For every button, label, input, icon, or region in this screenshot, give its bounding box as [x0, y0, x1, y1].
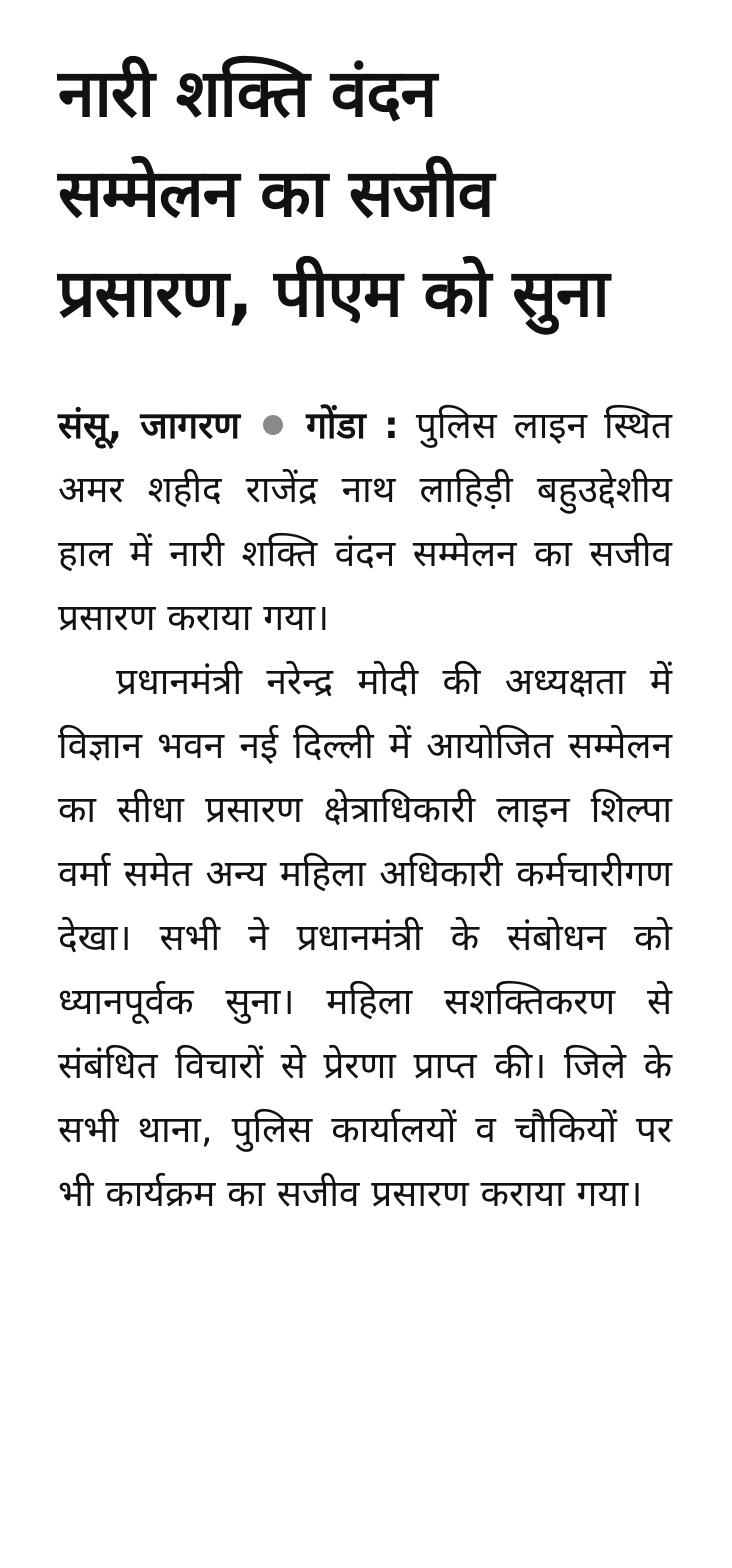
dateline-agency: संसू, जागरण: [58, 404, 240, 447]
headline-line: प्रसारण, पीएम को सुना: [58, 255, 609, 332]
headline: [58, 44, 672, 344]
bullet-dot-icon: [263, 415, 283, 435]
headline-line: नारी शक्ति वंदन: [58, 55, 437, 132]
story-paragraph-1: [58, 394, 672, 650]
headline-line: सम्मेलन का सजीव: [58, 155, 494, 232]
dateline-place: गोंडा :: [306, 404, 399, 447]
story-paragraph-2: प्रधानमंत्री नरेन्द्र मोदी की अध्यक्षता में विज्ञान भवन नई दिल्ली में आयोजित सम्मेलन का सीधा प्रसारण क्षेत्राधिकारी लाइन शिल्पा वर्मा समेत अन्य महिला अधिकारी कर्मचारीगण देखा। सभी ने प्रधानमंत्री के संबोधन को ध्यानपूर्वक सुना। महिला सशक्तिकरण से संबंधित विचारों से प्रेरणा प्राप्त की। जिले के सभी थाना, पुलिस कार्यालयों व चौकियों पर भी कार्यक्रम का सजीव प्रसारण कराया गया।: [58, 660, 672, 1215]
paragraph-text: पुलिस लाइन स्थित अमर शहीद राजेंद्र नाथ लाहिड़ी बहुउद्देशीय हाल में नारी शक्ति वंदन सम्मेलन का सजीव प्रसारण कराया गया।: [58, 404, 673, 639]
story-body: [58, 394, 672, 1226]
